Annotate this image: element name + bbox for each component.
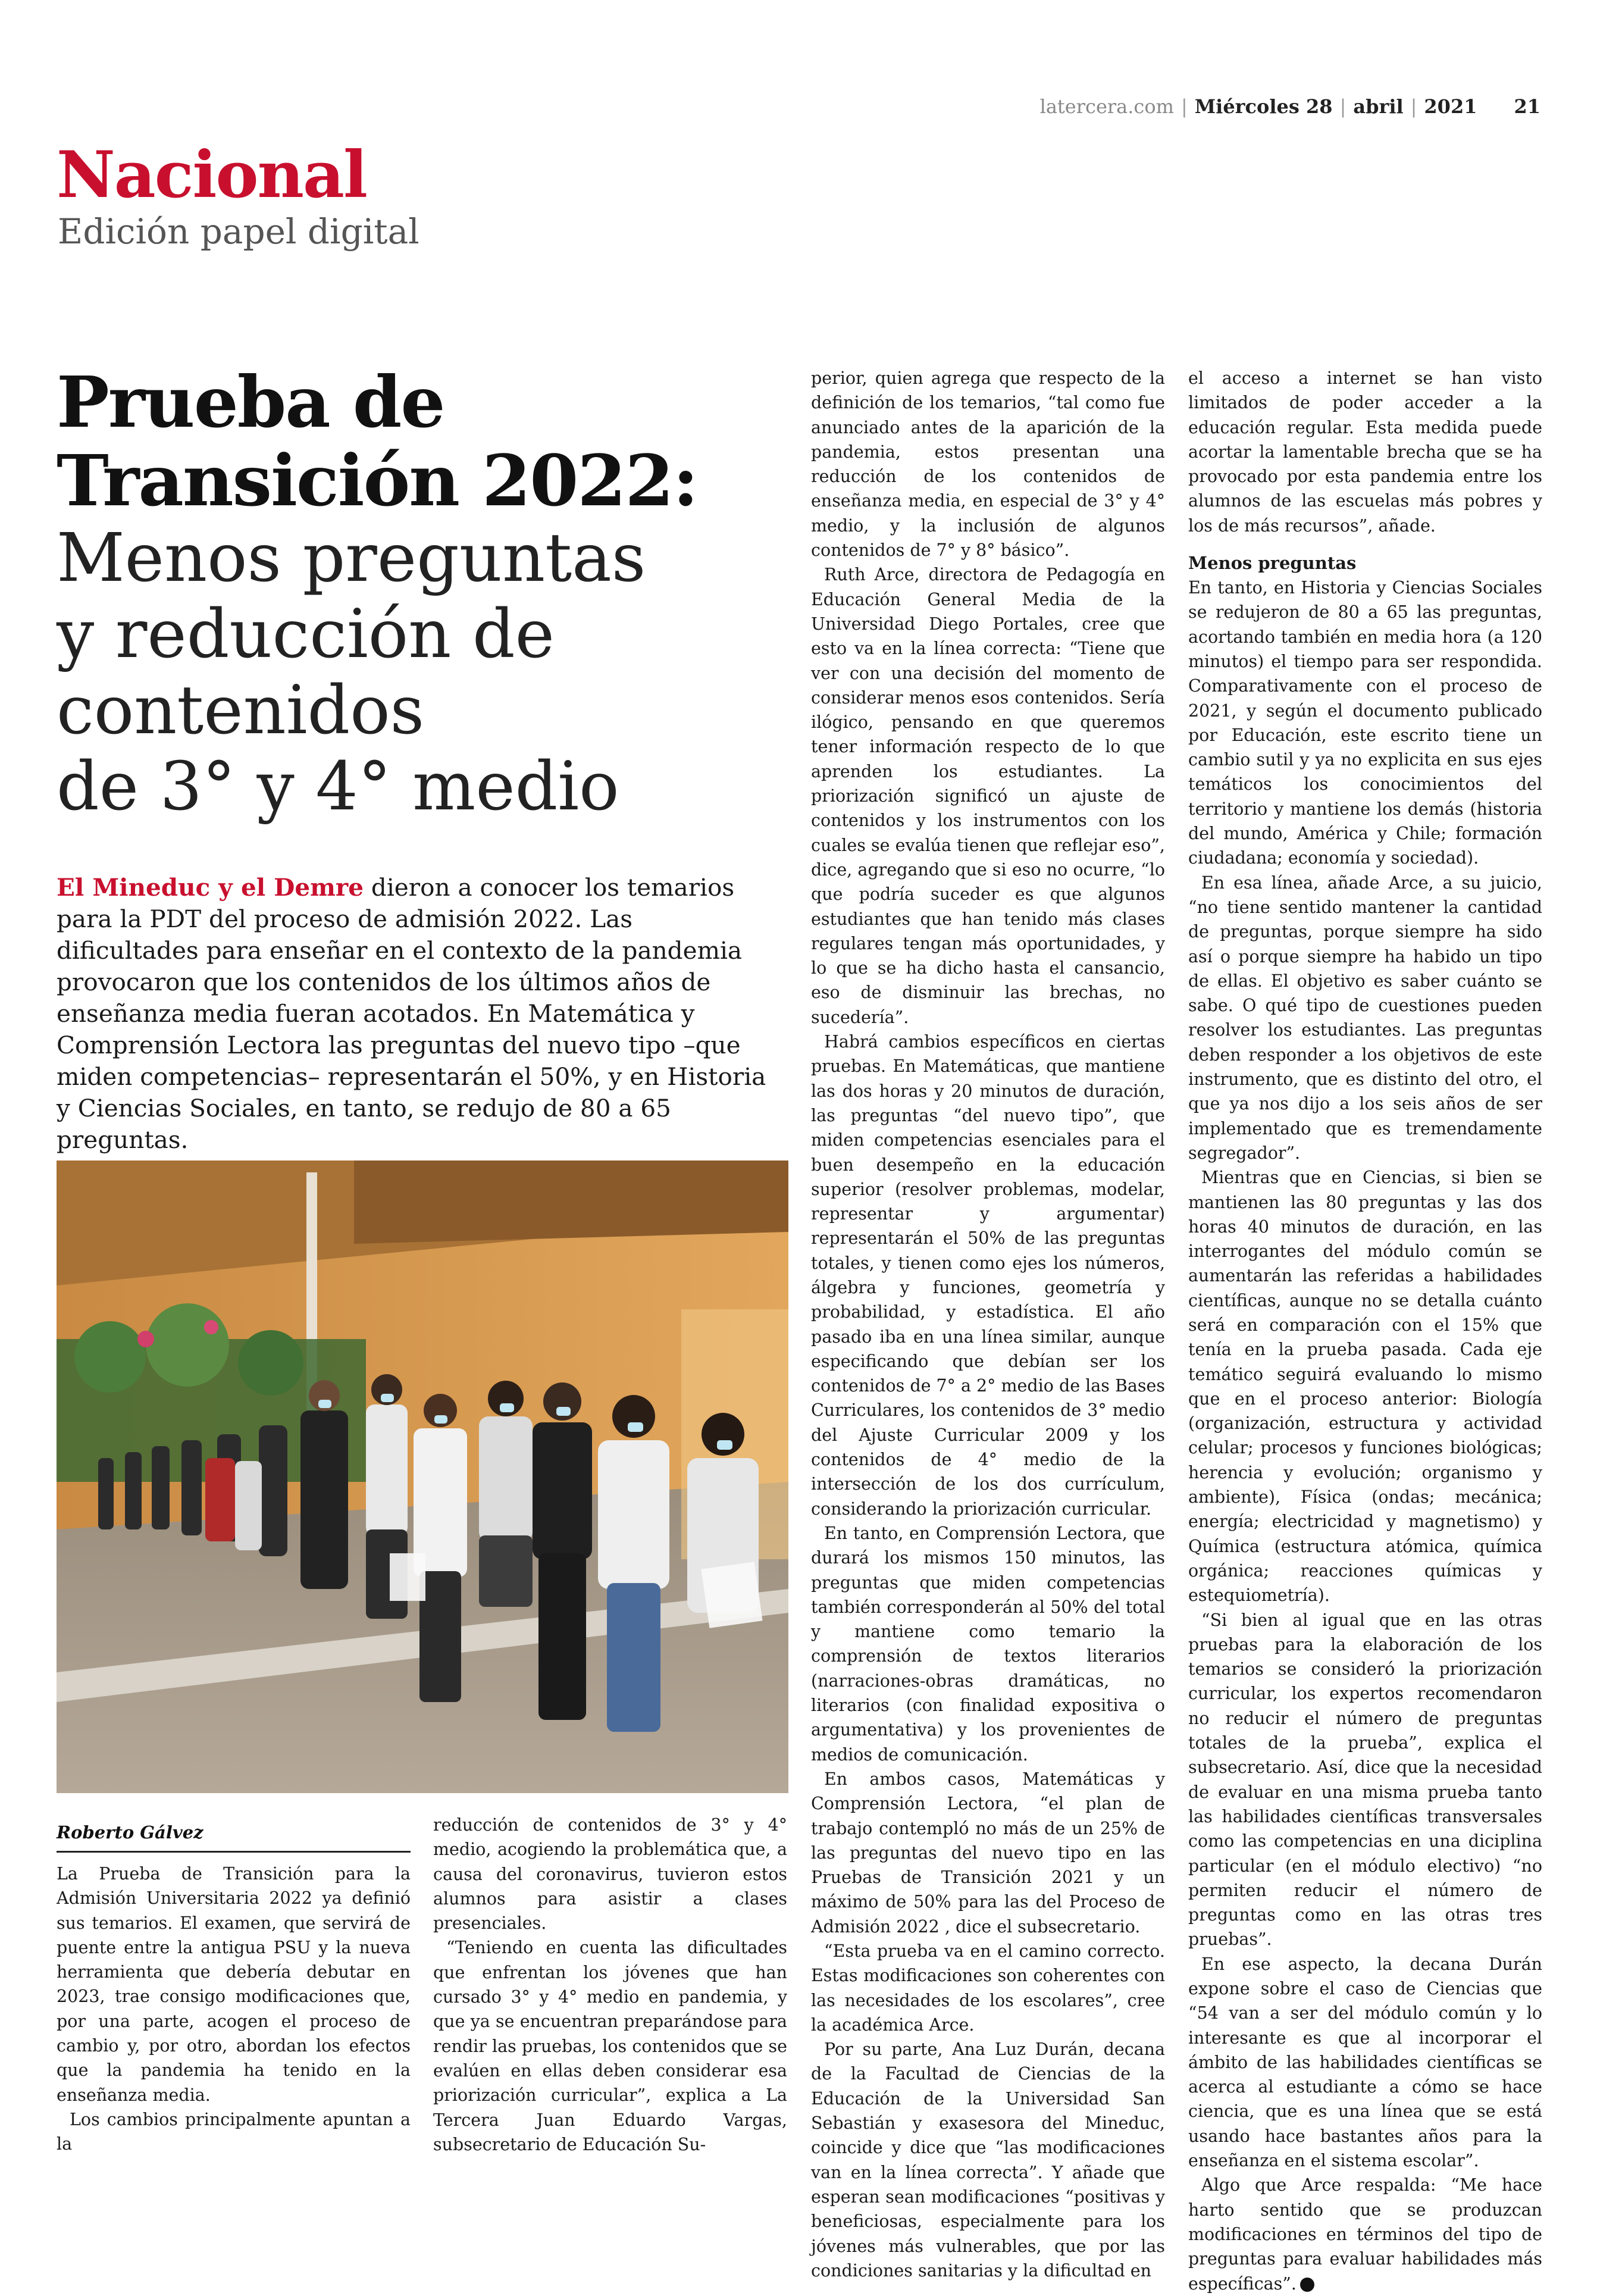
headline-line: de 3° y 4° medio: [57, 748, 619, 825]
separator: |: [1180, 95, 1188, 118]
article-lead: [57, 872, 776, 1156]
article-photo: [57, 1160, 788, 1793]
paragraph-text: Algo que Arce respalda: “Me hace harto sentido que se produzcan modificaciones en términos del tipo de preguntas para evaluar habilidades más específicas”.: [1188, 2175, 1542, 2294]
byline: Roberto Gálvez: [57, 1822, 411, 1853]
issue-month: abril: [1353, 95, 1404, 118]
headline-line: y reducción de: [57, 596, 555, 673]
page-number: 21: [1514, 95, 1540, 118]
paragraph: En tanto, en Historia y Ciencias Sociales se redujeron de 80 a 65 las preguntas, acortando también en media hora (a 120 minutos) el tiempo para ser respondida. Comparativamente con el proceso de 2021, y según el documento publicado por Educación, este escrito tiene un cambio sutil y ya no explicita en sus ejes temáticos los conocimientos del territorio y mantiene los demás (historia del mundo, América y Chile; formación ciudadana; economía y sociedad).: [1188, 578, 1542, 868]
separator: |: [1410, 95, 1417, 118]
paragraph: En esa línea, añade Arce, a su juicio, “no tiene sentido mantener la cantidad de preguntas, porque siempre ha sido así o porque siempre ha habido un tipo de ellas. El objetivo es saber cuánto se sabe. O qué tipo de cuestiones pueden resolver los estudiantes. Las preguntas deben responder a los objetivos de este instrumento, que es distinto del otro, el que ya nos dijo a los seis años de ser implementado que es tremendamente segregador”.: [1188, 872, 1542, 1163]
lead-kicker: El Mineduc y el Demre: [57, 873, 364, 902]
headline-line: Prueba de: [57, 361, 444, 443]
paragraph: [1188, 2173, 1542, 2295]
students-queue-photo: [57, 1160, 788, 1793]
article-headline: [57, 363, 782, 825]
paragraph: La Prueba de Transición para la Admisión Universitaria 2022 ya definió sus temarios. El examen, que servirá de puente entre la antigua PSU y la nueva herramienta que debería debutar en 2023, trae consigo modificaciones que, por una parte, acogen el proceso de cambio y, por otro, abordan los efectos que la pandemia ha tenido en la enseñanza media.: [57, 1864, 411, 2105]
headline-line: contenidos: [57, 672, 425, 749]
paragraph: “Si bien al igual que en las otras pruebas para la elaboración de los temarios se consideró la priorización curricular, los expertos recomendaron no reducir el número de preguntas totales de la prueba”, explica el subsecretario. Así, dice que la necesidad de evaluar en una misma prueba tanto las habilidades científicas transversales como las competencias en una diciplina particular (en el módulo electivo) “no permiten reducir el número de preguntas como en las otras tres pruebas”.: [1188, 1610, 1542, 1950]
paragraph: perior, quien agrega que respecto de la definición de los temarios, “tal como fue anunciado antes de la aparición de la pandemia, estos presentan una reducción de los contenidos de enseñanza media, en especial de 3° y 4° medio, y la inclusión de algunos contenidos de 7° y 8° básico”.: [811, 368, 1165, 561]
headline-line: Menos preguntas: [57, 520, 646, 597]
body-column-1: [57, 1862, 411, 2157]
paragraph: Habrá cambios específicos en ciertas pruebas. En Matemáticas, que mantiene las dos horas y 20 minutos de duración, las preguntas “del nuevo tipo”, que miden competencias esenciales para el buen desempeño en la educación superior (resolver problemas, modelar, representar y argumentar) representarán el 50% de las preguntas totales, y tienen como ejes los números, álgebra y funciones, geometría y probabilidad, y estadística. El año pasado iba en una línea similar, aunque especificando que debían ser los contenidos de 7° a 2° medio de las Bases Curriculares, los contenidos de 3° medio del Ajuste Curricular 2009 y los contenidos de 4° medio de la intersección de los dos currículum, considerando la priorización curricular.: [811, 1032, 1165, 1519]
paragraph: Por su parte, Ana Luz Durán, decana de la Facultad de Ciencias de la Educación de la Universidad San Sebastián y exasesora del Mineduc, coincide y dice que “las modificaciones van en la línea correcta”. Y añade que esperan sean modificaciones “positivas y beneficiosas, especialmente para los jóvenes más vulnerables, que por las condiciones sanitarias y la dificultad en: [811, 2040, 1165, 2281]
paragraph: En ambos casos, Matemáticas y Comprensión Lectora, “el plan de trabajo contempló no más de un 25% de las preguntas del nuevo tipo en las Pruebas de Transición 2021 y un máximo de 50% para las del Proceso de Admisión 2022 , dice el subsecretario.: [811, 1769, 1165, 1937]
paragraph: En ese aspecto, la decana Durán expone sobre el caso de Ciencias que “54 van a ser del módulo común y lo interesante es que al incorporar el ámbito de las habilidades científicas se acerca al estudiante a cómo se hace ciencia, que es una línea que se está usando hace bastantes años para la enseñanza en el sistema escolar”.: [1188, 1954, 1542, 2171]
paragraph: el acceso a internet se han visto limitados de poder acceder a la educación regular. Esta medida puede acortar la lamentable brecha que se ha provocado por esta pandemia entre los alumnos de las escuelas más pobres y los de más recursos”, añade.: [1188, 368, 1542, 536]
paragraph: En tanto, en Comprensión Lectora, que durará los mismos 150 minutos, las preguntas que miden competencias también corresponderán al 50% del total y mantiene como temario la comprensión de textos literarios (narraciones-obras dramáticas, no literarios (con finalidad expositiva o argumentativa) y los provenientes de medios de comunicación.: [811, 1523, 1165, 1765]
page-header: [1040, 95, 1540, 118]
end-mark-icon: [1300, 2278, 1314, 2292]
separator: |: [1339, 95, 1347, 118]
issue-day: Miércoles 28: [1194, 95, 1333, 118]
issue-year: 2021: [1424, 95, 1477, 118]
paragraph: Los cambios principalmente apuntan a la: [57, 2109, 411, 2154]
subheading: Menos preguntas: [1188, 553, 1357, 574]
paragraph: reducción de contenidos de 3° y 4° medio, acogiendo la problemática que, a causa del coronavirus, tuvieron estos alumnos para asistir a clases presenciales.: [433, 1815, 787, 1934]
body-column-3: [811, 366, 1165, 2283]
paragraph: Mientras que en Ciencias, si bien se mantienen las 80 preguntas y las dos horas 40 minutos de duración, en las interrogantes del módulo común se aumentarán las referidas a habilidades científicas, aunque no se detalla cuánto será en comparación con el 15% que tenía en la prueba pasada. Cada eje temático seguirá evaluando lo mismo que en el proceso anterior: Biología (organización, estructura y actividad celular; procesos y funciones biológicas; herencia y evolución; organismo y ambiente), Física (ondas; mecánica; energía; electricidad y magnetismo) y Química (estructura atómica, química orgánica; reacciones químicas y estequiometría).: [1188, 1168, 1542, 1606]
lead-text: dieron a conocer los temarios para la PDT del proceso de admisión 2022. Las dificultades para enseñar en el contexto de la pandemia provocaron que los contenidos de los últimos años de enseñanza media fueran acotados. En Matemática y Comprensión Lectora las preguntas del nuevo tipo –que miden competencias– representarán el 50%, y en Historia y Ciencias Sociales, en tanto, se redujo de 80 a 65 preguntas.: [57, 873, 766, 1154]
paragraph: “Esta prueba va en el camino correcto. Estas modificaciones son coherentes con las necesidades de los escolares”, cree la académica Arce.: [811, 1941, 1165, 2035]
edition-label: Edición papel digital: [58, 211, 419, 252]
paragraph: “Teniendo en cuenta las dificultades que enfrentan los jóvenes que han cursado 3° y 4° medio en pandemia, y que ya se encuentran preparándose para rendir las pruebas, los contenidos que se evalúen en ellas deben considerar esa priorización curricular”, explica a La Tercera Juan Eduardo Vargas, subsecretario de Educación Su-: [433, 1938, 787, 2154]
site-name[interactable]: latercera.com: [1039, 95, 1174, 118]
body-column-2: [433, 1813, 787, 2157]
body-column-4: [1188, 366, 1542, 2296]
paragraph: Ruth Arce, directora de Pedagogía en Educación General Media de la Universidad Diego Portales, cree que esto va en la línea correcta: “Tiene que ver con una decisión del momento de considerar menos esos contenidos. Sería ilógico, pensando en que queremos tener información respecto de lo que aprenden los estudiantes. La priorización significó un ajuste de contenidos y los instrumentos con los cuales se evalúa tienen que reflejar eso”, dice, agregando que si eso no ocurre, “lo que podría suceder es que algunos estudiantes que han tenido más clases regulares tengan más oportunidades, y lo que se ha dicho hasta el cansancio, eso de disminuir las brechas, no sucedería”.: [811, 565, 1165, 1027]
section-title: Nacional: [57, 137, 367, 212]
headline-line: Transición 2022:: [57, 439, 698, 522]
